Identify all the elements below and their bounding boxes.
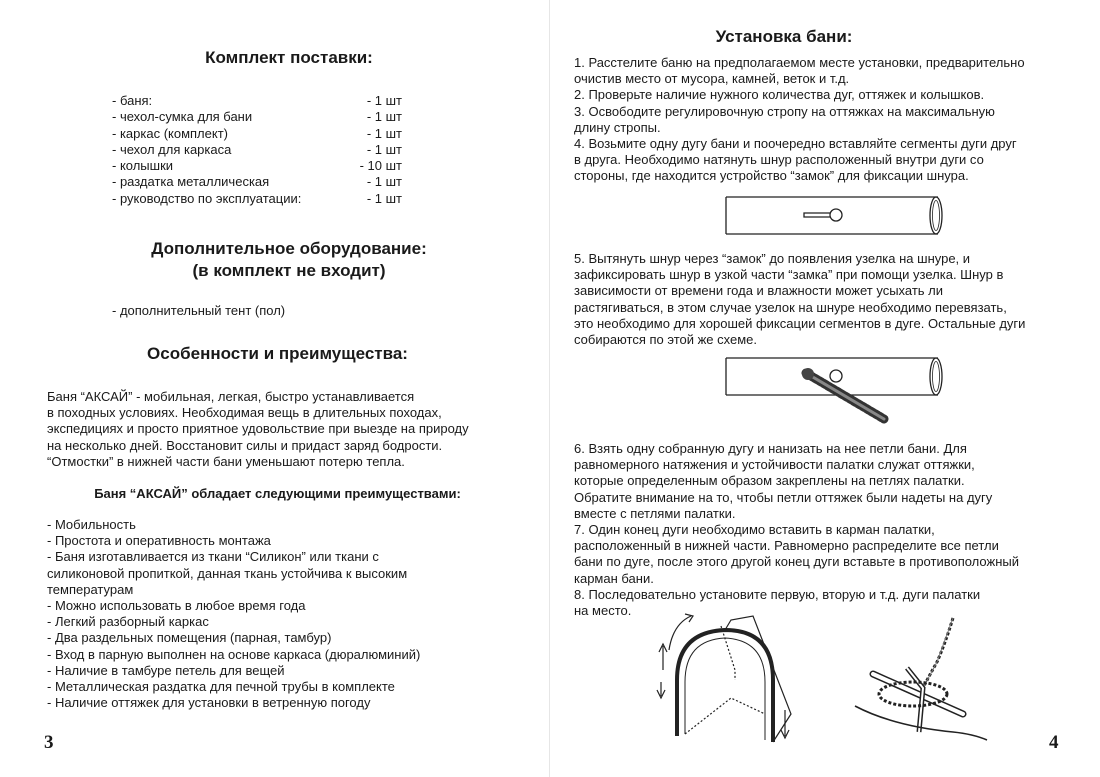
kit-item-name: - раздатка металлическая bbox=[112, 174, 270, 190]
install-steps-1-4 bbox=[574, 55, 1025, 185]
about-line: экспедициях и просто приятное удовольствие при выезде на природу bbox=[47, 421, 469, 437]
about-line: в походных условиях. Необходимая вещь в длительных походах, bbox=[47, 405, 442, 421]
page-divider bbox=[549, 0, 550, 777]
kit-item-qty: - 1 шт bbox=[366, 125, 402, 141]
advantage-item: - Баня изготавливается из ткани “Силикон” или ткани с bbox=[47, 549, 379, 565]
step-line: расположенный в нижней части. Равномерно распределите все петли bbox=[574, 538, 999, 554]
kit-item-qty: - 1 шт bbox=[366, 93, 402, 108]
step-line: которые определенным образом закреплены на петлях палатки. bbox=[574, 473, 965, 489]
fabric-outline bbox=[725, 616, 791, 742]
advantage-item: - Можно использовать в любое время года bbox=[47, 598, 306, 614]
fabric-edge bbox=[685, 638, 765, 740]
kit-item bbox=[112, 158, 402, 174]
step-line: равномерного натяжения и устойчивости палатки служат оттяжки, bbox=[574, 457, 975, 473]
about-line: на несколько дней. Восстановит силы и придаст заряд бодрости. bbox=[47, 437, 443, 453]
kit-item-name: - колышки bbox=[112, 158, 174, 174]
kit-list bbox=[112, 93, 402, 207]
step-line: растягиваться, в этом случае узелок на шнуре необходимо перевязать, bbox=[574, 299, 1007, 315]
kit-item-name: - чехол для каркаса bbox=[112, 141, 232, 157]
kit-item bbox=[112, 126, 402, 142]
advantage-item: - Вход в парную выполнен на основе каркаса (дюралюминий) bbox=[47, 646, 421, 662]
kit-item bbox=[112, 174, 402, 190]
about-line: “Отмостки” в нижней части бани уменьшают потерю тепла. bbox=[47, 453, 405, 469]
page-number-left: 3 bbox=[44, 732, 54, 753]
tube-end-inner bbox=[933, 201, 940, 231]
tie-rope bbox=[923, 618, 953, 688]
kit-item-qty: - 1 шт bbox=[366, 141, 402, 157]
advantages-title: Баня “АКСАЙ” обладает следующими преимуществами: bbox=[94, 486, 461, 501]
tube-end-inner bbox=[933, 362, 940, 392]
step-line: 7. Один конец дуги необходимо вставить в карман палатки, bbox=[574, 522, 935, 538]
advantage-item: температурам bbox=[47, 581, 134, 597]
advantage-item: - Простота и оперативность монтажа bbox=[47, 533, 271, 549]
step-line: очистив место от мусора, камней, веток и т.д. bbox=[574, 71, 850, 87]
frame-arch bbox=[677, 630, 773, 742]
kit-item bbox=[112, 191, 402, 207]
step-line: это необходимо для хорошей фиксации сегментов в дуге. Остальные дуги bbox=[574, 315, 1026, 331]
kit-item-qty: - 1 шт bbox=[366, 109, 402, 125]
about-paragraph bbox=[47, 389, 469, 470]
advantage-item: - Металлическая раздатка для печной трубы в комплекте bbox=[47, 679, 395, 695]
kit-item-name: - руководство по эксплуатации: bbox=[112, 190, 302, 206]
step-line: 1. Расстелите баню на предполагаемом месте установки, предварительно bbox=[574, 55, 1025, 70]
kit-title: Комплект поставки: bbox=[205, 48, 373, 67]
right-page bbox=[555, 0, 1100, 777]
tube-body bbox=[726, 197, 938, 234]
advantages-list bbox=[47, 517, 420, 711]
cord-knot bbox=[802, 368, 814, 380]
stake-illustration bbox=[853, 614, 988, 744]
page-number-right: 4 bbox=[1049, 732, 1059, 753]
lock-tube-illustration bbox=[724, 194, 946, 238]
cord-core bbox=[806, 373, 884, 419]
advantage-item: - Наличие оттяжек для установки в ветренную погоду bbox=[47, 695, 371, 711]
kit-item-qty: - 10 шт bbox=[359, 158, 402, 174]
step-line: зависимости от времени года и влажности может усыхать ли bbox=[574, 283, 944, 299]
step-line: вместе с петлями палатки. bbox=[574, 505, 736, 521]
step-line: собираются по этой же схеме. bbox=[574, 332, 758, 348]
tube-end bbox=[930, 197, 942, 234]
advantage-item: - Наличие в тамбуре петель для вещей bbox=[47, 662, 285, 678]
cord-knot-illustration bbox=[724, 355, 946, 433]
extra-equipment-title bbox=[0, 238, 578, 282]
kit-item bbox=[112, 109, 402, 125]
step-line: 5. Вытянуть шнур через “замок” до появления узелка на шнуре, и bbox=[574, 251, 971, 266]
kit-item-name: - баня: bbox=[112, 93, 153, 108]
about-line: Баня “АКСАЙ” - мобильная, легкая, быстро устанавливается bbox=[47, 389, 415, 404]
kit-item-name: - чехол-сумка для бани bbox=[112, 109, 253, 125]
step-line: длину стропы. bbox=[574, 119, 661, 135]
advantage-item: силиконовой пропиткой, данная ткань устойчива к высоким bbox=[47, 565, 408, 581]
lock-slot bbox=[804, 213, 830, 217]
advantage-item: - Два раздельных помещения (парная, тамбур) bbox=[47, 630, 332, 646]
kit-item bbox=[112, 142, 402, 158]
install-step-5 bbox=[574, 251, 1025, 348]
lock-hole bbox=[830, 209, 842, 221]
arch-illustration bbox=[661, 610, 811, 750]
step-line: 4. Возьмите одну дугу бани и поочередно вставляйте сегменты дуги друг bbox=[574, 136, 1017, 152]
step-line: 2. Проверьте наличие нужного количества дуг, оттяжек и колышков. bbox=[574, 87, 985, 103]
step-line: стороны, где находится устройство “замок” для фиксации шнура. bbox=[574, 168, 969, 184]
step-line: 3. Освободите регулировочную стропу на оттяжках на максимальную bbox=[574, 103, 995, 119]
install-steps-6-8 bbox=[574, 441, 1019, 619]
left-page bbox=[0, 0, 545, 777]
tube-end bbox=[930, 358, 942, 395]
kit-item-qty: - 1 шт bbox=[366, 174, 402, 190]
features-title: Особенности и преимущества: bbox=[147, 344, 408, 363]
kit-item-name: - каркас (комплект) bbox=[112, 125, 228, 141]
extra-title-line1: Дополнительное оборудование: bbox=[151, 239, 427, 258]
step-line: Обратите внимание на то, чтобы петли оттяжек были надеты на дугу bbox=[574, 489, 993, 505]
install-title: Установка бани: bbox=[715, 27, 853, 46]
kit-item-qty: - 1 шт bbox=[366, 190, 402, 206]
step-line: 8. Последовательно установите первую, вторую и т.д. дуги палатки bbox=[574, 586, 981, 602]
twisted-cord bbox=[802, 368, 884, 419]
step-line: на место. bbox=[574, 603, 632, 619]
step-line: бани по дуге, после этого другой конец дуги вставьте в противоположный bbox=[574, 554, 1019, 570]
fabric-inner-seam bbox=[685, 698, 765, 734]
step-line: 6. Взять одну собранную дугу и нанизать на нее петли бани. Для bbox=[574, 441, 967, 456]
advantage-item: - Легкий разборный каркас bbox=[47, 614, 209, 630]
advantage-item: - Мобильность bbox=[47, 517, 136, 532]
kit-item bbox=[112, 93, 402, 109]
extra-item: - дополнительный тент (пол) bbox=[112, 303, 286, 318]
fabric-seam bbox=[721, 626, 735, 680]
lock-hole bbox=[830, 370, 842, 382]
step-line: зафиксировать шнур в узкой части “замка” при помощи узелка. Шнур в bbox=[574, 267, 1004, 283]
step-line: в друга. Необходимо натянуть шнур расположенный внутри дуги со bbox=[574, 152, 984, 168]
step-line: карман бани. bbox=[574, 570, 654, 586]
extra-title-line2: (в комплект не входит) bbox=[192, 261, 386, 280]
